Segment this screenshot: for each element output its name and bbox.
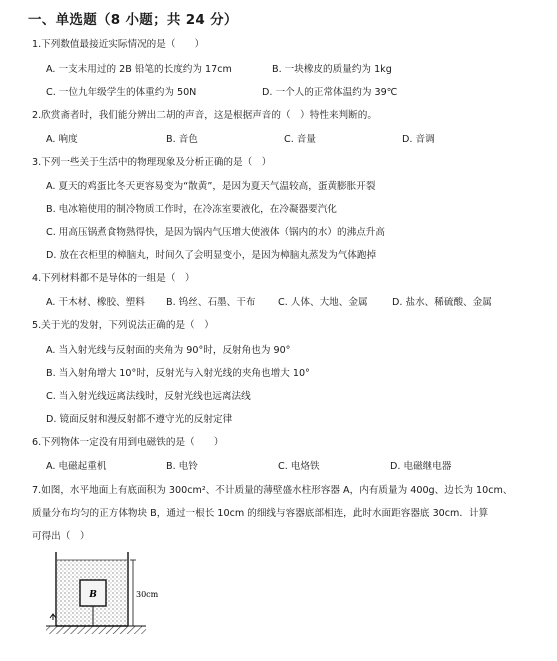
question-5-stem: 5.关于光的发射，下列说法正确的是（ ） xyxy=(32,320,214,331)
ground xyxy=(46,626,146,634)
question-6-stem: 6.下列物体一定没有用到电磁铁的是（ ） xyxy=(32,437,224,448)
q6-option-c[interactable]: C. 电烙铁 xyxy=(278,461,320,472)
q5-option-b[interactable]: B. 当入射角增大 10°时，反射光与入射光线的夹角也增大 10° xyxy=(46,368,310,379)
q6-option-b[interactable]: B. 电铃 xyxy=(166,461,198,472)
q4-option-d[interactable]: D. 盐水、稀硫酸、金属 xyxy=(392,297,492,308)
container-figure xyxy=(36,548,176,640)
q1-option-c[interactable]: C. 一位九年级学生的体重约为 50N xyxy=(46,87,197,98)
q3-option-b[interactable]: B. 电冰箱使用的制冷物质工作时，在冷冻室要液化，在冷凝器要汽化 xyxy=(46,204,337,215)
question-4-stem: 4.下列材料都不是导体的一组是（ ） xyxy=(32,273,195,284)
q2-option-d[interactable]: D. 音调 xyxy=(402,134,435,145)
q6-option-a[interactable]: A. 电磁起重机 xyxy=(46,461,107,472)
question-7-stem-line-1: 7.如图，水平地面上有底面积为 300cm²、不计质量的薄壁盛水柱形容器 A，内有质量为 400g、边长为 10cm、 xyxy=(32,485,513,496)
q1-option-a[interactable]: A. 一支未用过的 2B 铅笔的长度约为 17cm xyxy=(46,64,232,75)
q4-option-c[interactable]: C. 人体、大地、金属 xyxy=(278,297,368,308)
q5-option-a[interactable]: A. 当入射光线与反射面的夹角为 90°时，反射角也为 90° xyxy=(46,345,291,356)
height-label: 30cm xyxy=(136,590,159,599)
q2-option-c[interactable]: C. 音量 xyxy=(284,134,316,145)
q4-option-b[interactable]: B. 钨丝、石墨、干布 xyxy=(166,297,256,308)
q2-option-a[interactable]: A. 响度 xyxy=(46,134,78,145)
q3-option-c[interactable]: C. 用高压锅煮食物熟得快，是因为锅内气压增大使液体（锅内的水）的沸点升高 xyxy=(46,227,385,238)
q1-option-d[interactable]: D. 一个人的正常体温约为 39℃ xyxy=(262,87,398,98)
question-7-stem-line-2: 质量分布均匀的正方体物块 B，通过一根长 10cm 的细线与容器底部相连，此时水面距容器底 30cm．计算 xyxy=(32,508,489,519)
question-2-stem: 2.欣赏斋者时，我们能分辨出二胡的声音，这是根据声音的（ ）特性来判断的。 xyxy=(32,110,377,121)
q2-option-b[interactable]: B. 音色 xyxy=(166,134,198,145)
section-title: 一、单选题（8 小题；共 24 分） xyxy=(28,12,238,28)
block-b-label: B xyxy=(89,590,97,600)
q5-option-d[interactable]: D. 镜面反射和漫反射都不遵守光的反射定律 xyxy=(46,414,233,425)
q3-option-d[interactable]: D. 放在衣柜里的樟脑丸，时间久了会明显变小，是因为樟脑丸蒸发为气体跑掉 xyxy=(46,250,377,261)
question-7-stem-line-3: 可得出（ ） xyxy=(32,531,90,542)
plant-icon xyxy=(50,614,56,620)
q6-option-d[interactable]: D. 电磁继电器 xyxy=(390,461,452,472)
q3-option-a[interactable]: A. 夏天的鸡蛋比冬天更容易变为“散黄”，是因为夏天气温较高，蛋黄膨胀开裂 xyxy=(46,181,376,192)
q1-option-b[interactable]: B. 一块橡皮的质量约为 1kg xyxy=(272,64,392,75)
question-1-stem: 1.下列数值最接近实际情况的是（ ） xyxy=(32,39,205,50)
question-3-stem: 3.下列一些关于生活中的物理现象及分析正确的是（ ） xyxy=(32,157,272,168)
q5-option-c[interactable]: C. 当入射光线远离法线时，反射光线也远离法线 xyxy=(46,391,251,402)
q4-option-a[interactable]: A. 干木材、橡胶、塑料 xyxy=(46,297,145,308)
